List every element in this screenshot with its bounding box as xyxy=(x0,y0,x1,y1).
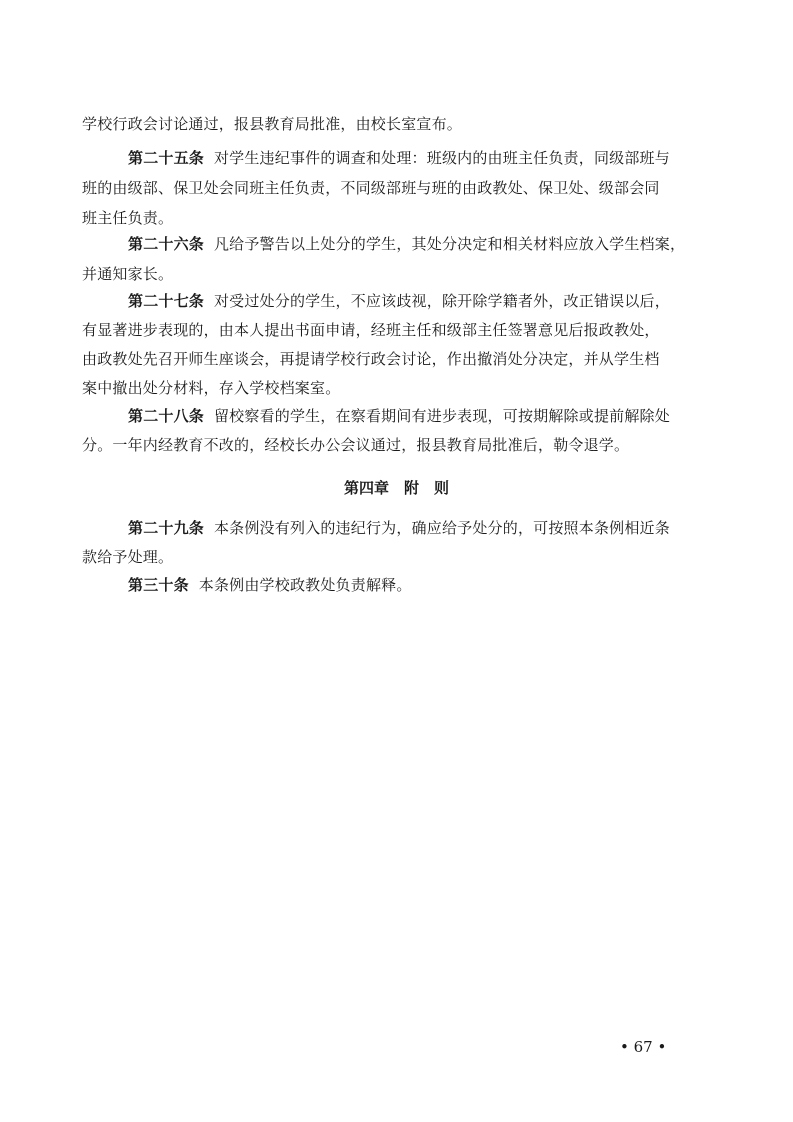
article-26 xyxy=(128,234,758,254)
article-29-line-2 xyxy=(82,547,712,567)
text-line: 本条例由学校政教处负责解释。 xyxy=(198,576,412,594)
article-28 xyxy=(128,406,758,426)
article-label: 第三十条 xyxy=(128,576,189,594)
article-label: 第二十九条 xyxy=(128,519,205,537)
chapter-heading: 第四章 附 则 xyxy=(343,479,449,497)
text-line: 留校察看的学生，在察看期间有进步表现，可按期解除或提前解除处 xyxy=(213,407,670,425)
text-line: 并通知家长。 xyxy=(82,265,174,283)
text-line: 对受过处分的学生，不应该歧视，除开除学籍者外，改正错误以后， xyxy=(213,292,670,310)
article-label: 第二十五条 xyxy=(128,149,205,167)
article-27-line-3 xyxy=(82,349,712,369)
article-27 xyxy=(128,291,758,311)
article-label: 第二十八条 xyxy=(128,407,205,425)
text-line: 本条例没有列入的违纪行为，确应给予处分的，可按照本条例相近条 xyxy=(213,519,670,537)
text-line: 由政教处先召开师生座谈会，再提请学校行政会讨论，作出撤消处分决定，并从学生档 xyxy=(82,350,660,368)
text-line: 凡给予警告以上处分的学生，其处分决定和相关材料应放入学生档案， xyxy=(213,235,686,253)
text-line: 班主任负责。 xyxy=(82,209,174,227)
text-line: 学校行政会讨论通过，报县教育局批准，由校长室宣布。 xyxy=(82,115,463,133)
article-27-line-2 xyxy=(82,320,712,340)
article-25 xyxy=(128,148,758,168)
article-25-line-3 xyxy=(82,208,712,228)
article-27-line-4 xyxy=(82,378,712,398)
text-line: 有显著进步表现的，由本人提出书面申请，经班主任和级部主任签署意见后报政教处， xyxy=(82,321,660,339)
article-25-line-2 xyxy=(82,178,712,198)
article-30 xyxy=(128,575,758,595)
page-number: • 67 • xyxy=(620,1038,667,1056)
text-line: 款给予处理。 xyxy=(82,548,174,566)
paragraph-continuation xyxy=(82,114,712,134)
article-label: 第二十七条 xyxy=(128,292,205,310)
article-26-line-2 xyxy=(82,264,712,284)
text-line: 对学生违纪事件的调查和处理：班级内的由班主任负责，同级部班与 xyxy=(213,149,670,167)
article-29 xyxy=(128,518,758,538)
text-line: 案中撤出处分材料，存入学校档案室。 xyxy=(82,379,341,397)
article-label: 第二十六条 xyxy=(128,235,205,253)
article-28-line-2 xyxy=(82,435,712,455)
text-line: 分。一年内经教育不改的，经校长办公会议通过，报县教育局批准后，勒令退学。 xyxy=(82,436,630,454)
text-line: 班的由级部、保卫处会同班主任负责，不同级部班与班的由政教处、保卫处、级部会同 xyxy=(82,179,660,197)
